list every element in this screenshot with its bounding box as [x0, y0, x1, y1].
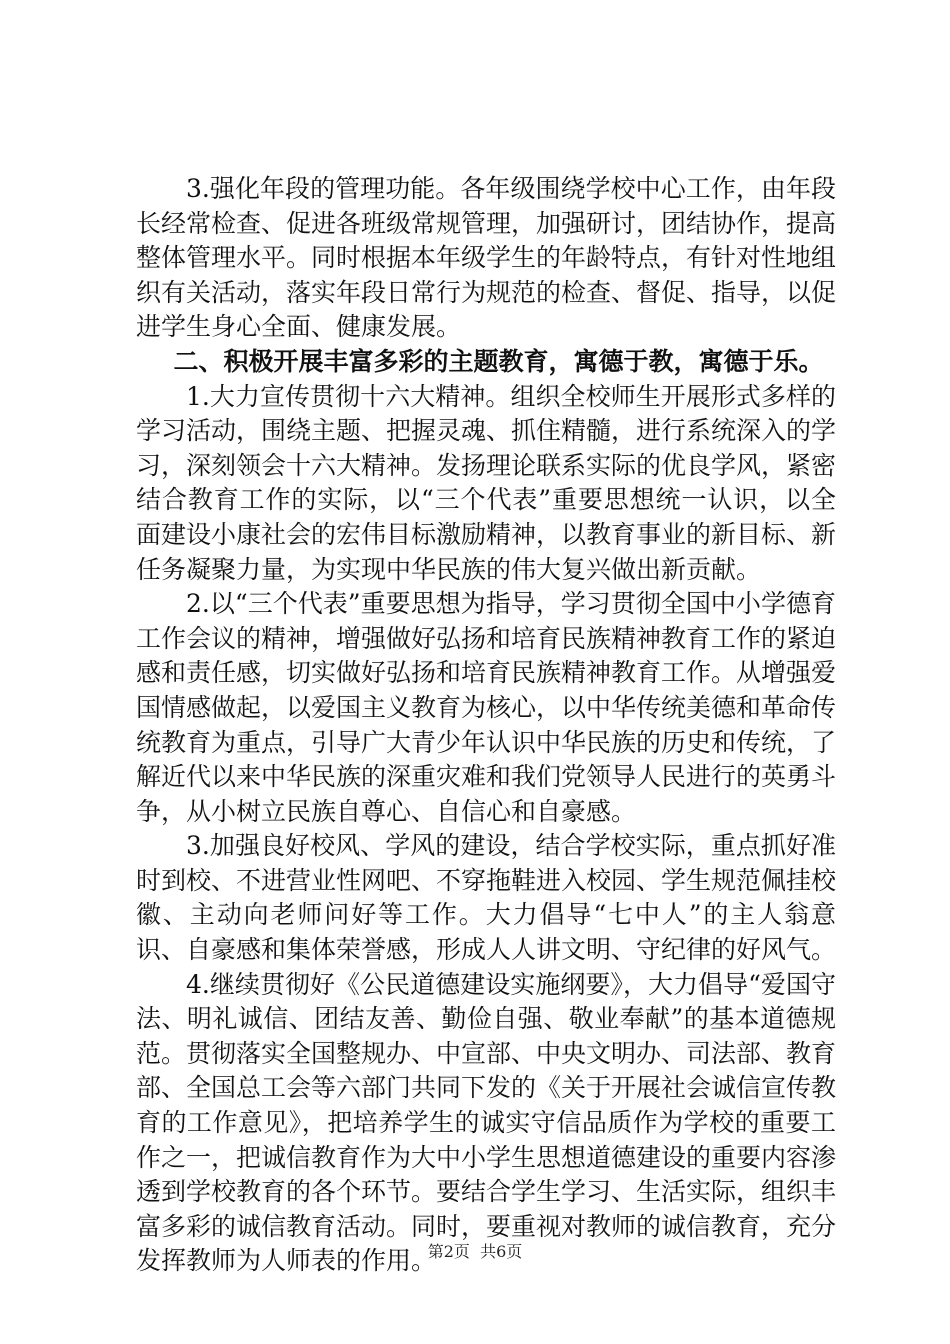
document-body: [136, 172, 836, 1279]
paragraph-item-3-school-spirit: 3.加强良好校风、学风的建设，结合学校实际，重点抓好准时到校、不进营业性网吧、不穿拖鞋进入校园、学生规范佩挂校徽、主动向老师问好等工作。大力倡导“七中人”的主人翁意识、自豪感和集体荣誉感，形成人人讲文明、守纪律的好风气。: [136, 831, 837, 965]
page-number-label: 第2页 共6页: [427, 1242, 523, 1261]
paragraph-item-4-civic-morality: 4.继续贯彻好《公民道德建设实施纲要》，大力倡导“爱国守法、明礼诚信、团结友善、勤俭自强、敬业奉献”的基本道德规范。贯彻落实全国整规办、中宣部、中央文明办、司法部、教育部、全国总工会等六部门共同下发的《关于开展社会诚信宣传教育的工作意见》，把培养学生的诚实守信品质作为学校的重要工作之一，把诚信教育作为大中小学生思想道德建设的重要内容渗透到学校教育的各个环节。要结合学生学习、生活实际，组织丰富多彩的诚信教育活动。同时，要重视对教师的诚信教育，充分发挥教师为人师表的作用。: [136, 969, 837, 1276]
paragraph-item-2-three-represents: 2.以“三个代表”重要思想为指导，学习贯彻全国中小学德育工作会议的精神，增强做好弘扬和培育民族精神教育工作的紧迫感和责任感，切实做好弘扬和培育民族精神教育工作。从增强爱国情感做起，以爱国主义教育为核心，以中华传统美德和革命传统教育为重点，引导广大青少年认识中华民族的历史和传统，了解近代以来中华民族的深重灾难和我们党领导人民进行的英勇斗争，从小树立民族自尊心、自信心和自豪感。: [136, 589, 837, 826]
paragraph-item-3-grade-management: 3.强化年段的管理功能。各年级围绕学校中心工作，由年段长经常检查、促进各班级常规管理，加强研讨，团结协作，提高整体管理水平。同时根据本年级学生的年龄特点，有针对性地组织有关活动，落实年段日常行为规范的检查、督促、指导，以促进学生身心全面、健康发展。: [136, 174, 837, 342]
paragraph-item-1-sixteenth-congress: 1.大力宣传贯彻十六大精神。组织全校师生开展形式多样的学习活动，围绕主题、把握灵魂、抓住精髓，进行系统深入的学习，深刻领会十六大精神。发扬理论联系实际的优良学风，紧密结合教育工作的实际，以“三个代表”重要思想统一认识，以全面建设小康社会的宏伟目标激励精神，以教育事业的新目标、新任务凝聚力量，为实现中华民族的伟大复兴做出新贡献。: [136, 381, 837, 584]
section-heading-2: 二、积极开展丰富多彩的主题教育，寓德于教，寓德于乐。: [173, 346, 824, 376]
page-footer: [0, 1242, 950, 1262]
